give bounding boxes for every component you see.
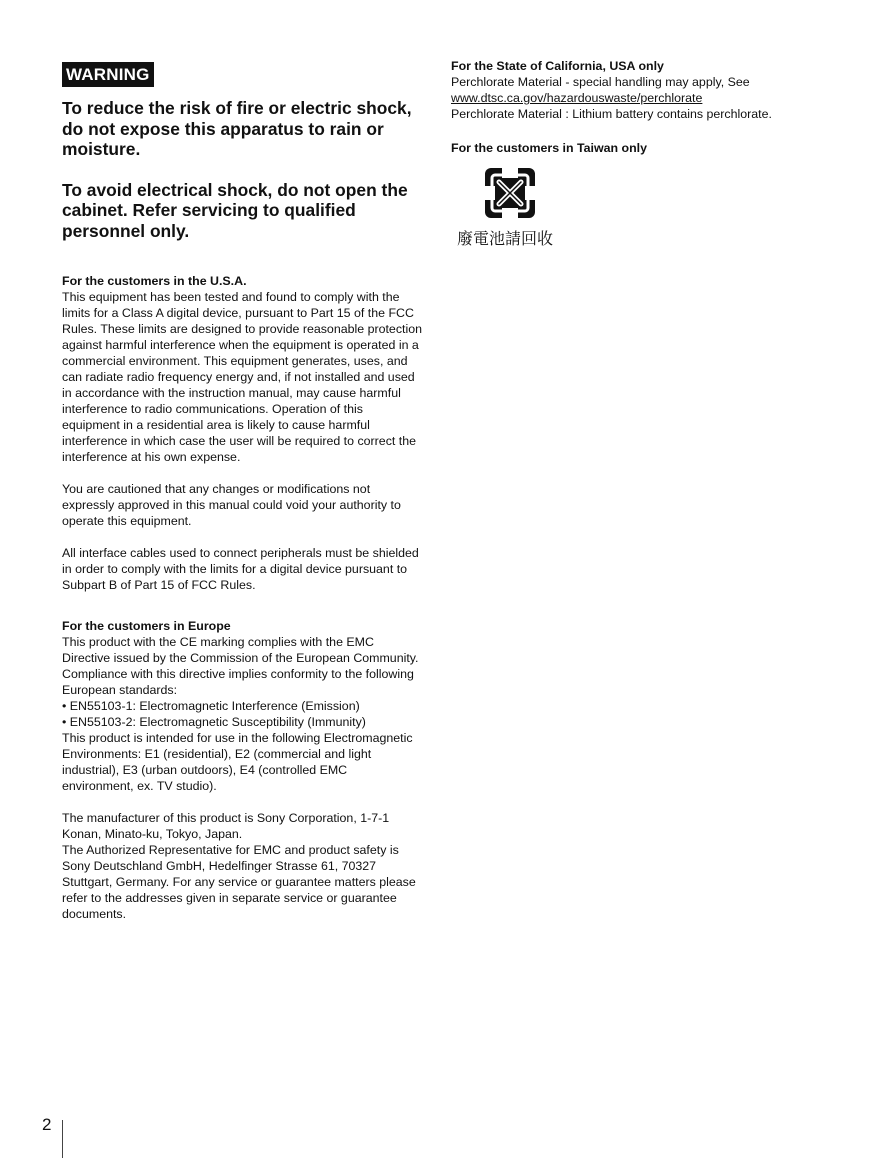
warning-shock: To avoid electrical shock, do not open the cabinet. Refer servicing to qualified personnel only. bbox=[62, 179, 408, 241]
page-number: 2 bbox=[42, 1115, 52, 1134]
battery-recycle-icon bbox=[483, 166, 537, 220]
europe-paragraph-2: The manufacturer of this product is Sony Corporation, 1-7-1 Konan, Minato-ku, Tokyo, Japan. The Authorized Representative for EMC and product safety is Sony Deutschland GmbH, Hedelfinger Strasse 61, 70327 Stuttgart, Germany. For any service or guarantee matters please refer to the addresses given in separate service or guarantee documents. bbox=[62, 811, 416, 921]
recycle-caption: 廢電池請回收 bbox=[457, 229, 554, 248]
recycle-mark bbox=[457, 166, 567, 249]
page-divider bbox=[62, 1120, 63, 1158]
usa-paragraph-3: All interface cables used to connect peripherals must be shielded in order to comply with the limits for a digital device pursuant to Subpart B of Part 15 of FCC Rules. bbox=[62, 546, 419, 592]
europe-paragraph-1: This product with the CE marking complies with the EMC Directive issued by the Commission of the European Community. Compliance with this directive implies conformity to the following European standards: • EN55103-1: Electromagnetic Interference (Emission) • EN55103-2: Electromagnetic Susceptibility (Immunity) This product is intended for use in the following Electromagnetic Environments: E1 (residential), E2 (commercial and light industrial), E3 (urban outdoors), E4 (controlled EMC environment, ex. TV studio). bbox=[62, 635, 419, 793]
warning-rain: To reduce the risk of fire or electric shock, do not expose this apparatus to rain or moisture. bbox=[62, 98, 412, 159]
california-line-1: Perchlorate Material - special handling may apply, See bbox=[451, 75, 750, 89]
california-heading: For the State of California, USA only bbox=[451, 59, 664, 73]
perchlorate-link[interactable]: www.dtsc.ca.gov/hazardouswaste/perchlorate bbox=[451, 91, 703, 105]
california-line-2: Perchlorate Material : Lithium battery contains perchlorate. bbox=[451, 107, 772, 121]
left-column bbox=[62, 62, 422, 922]
taiwan-heading: For the customers in Taiwan only bbox=[451, 141, 647, 155]
europe-heading: For the customers in Europe bbox=[62, 619, 231, 633]
warning-badge: WARNING bbox=[62, 62, 154, 87]
usa-paragraph-1: This equipment has been tested and found to comply with the limits for a Class A digital device, pursuant to Part 15 of the FCC Rules. These limits are designed to provide reasonable protection against harmful interference when the equipment is operated in a commercial environment. This equipment generates, uses, and can radiate radio frequency energy and, if not installed and used in accordance with the instruction manual, may cause harmful interference to radio communications. Operation of this equipment in a residential area is likely to cause harmful interference in which case the user will be required to correct the interference at his own expense. bbox=[62, 290, 422, 464]
usa-heading: For the customers in the U.S.A. bbox=[62, 274, 247, 288]
usa-paragraph-2: You are cautioned that any changes or modifications not expressly approved in this manual could void your authority to operate this equipment. bbox=[62, 482, 401, 528]
right-column bbox=[451, 58, 851, 249]
